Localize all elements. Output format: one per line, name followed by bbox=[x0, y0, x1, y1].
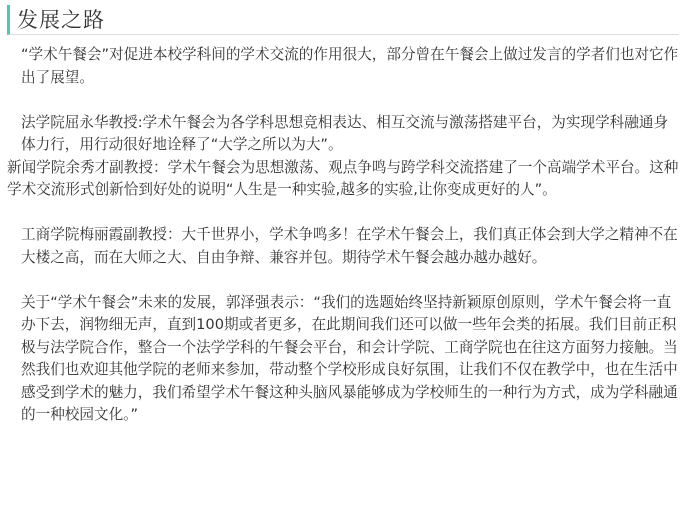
paragraph-gap bbox=[7, 269, 679, 292]
section-title: 发展之路 bbox=[17, 8, 105, 32]
paragraph-future-development: 关于“学术午餐会”未来的发展，郭泽强表示：“我们的选题始终坚持新颖原创原则，学术午餐会将一直办下去，润物细无声，直到100期或者更多，在此期间我们还可以做一些年会类的拓展。我们目前正积极与法学院合作，整合一个法学学科的午餐会平台，和会计学院、工商学院也在往这方面努力接触。当然我们也欢迎其他学院的老师来参加，带动整个学校形成良好氛围，让我们不仅在教学中，也在生活中感受到学术的魅力，我们希望学术午餐这种头脑风暴能够成为学校师生的一种行为方式，成为学科融通的一种校园文化。” bbox=[21, 293, 678, 423]
paragraph-gap bbox=[7, 202, 679, 225]
paragraph-business-school-quote: 工商学院梅丽霞副教授：大千世界小，学术争鸣多！在学术午餐会上，我们真正体会到大学之精神不在大楼之高，而在大师之大、自由争辩、兼容并包。期待学术午餐会越办越办越好。 bbox=[21, 226, 678, 266]
paragraph-journalism-quote: 新闻学院余秀才副教授：学术午餐会为思想激荡、观点争鸣与跨学科交流搭建了一个高端学术平台。这种学术交流形式创新恰到好处的说明“人生是一种实验,越多的实验,让你变成更好的人”。 bbox=[7, 158, 679, 198]
paragraph-law-school-quote: 法学院屈永华教授:学术午餐会为各学科思想竞相表达、相互交流与激荡搭建平台，为实现学科融通身体力行，用行动很好地诠释了“大学之所以为大”。 bbox=[21, 113, 669, 153]
paragraph-gap bbox=[7, 89, 679, 112]
section-header bbox=[7, 5, 679, 35]
paragraph-intro: “学术午餐会”对促进本校学科间的学术交流的作用很大，部分曾在午餐会上做过发言的学者们也对它作出了展望。 bbox=[21, 46, 679, 86]
article-body bbox=[7, 44, 679, 427]
